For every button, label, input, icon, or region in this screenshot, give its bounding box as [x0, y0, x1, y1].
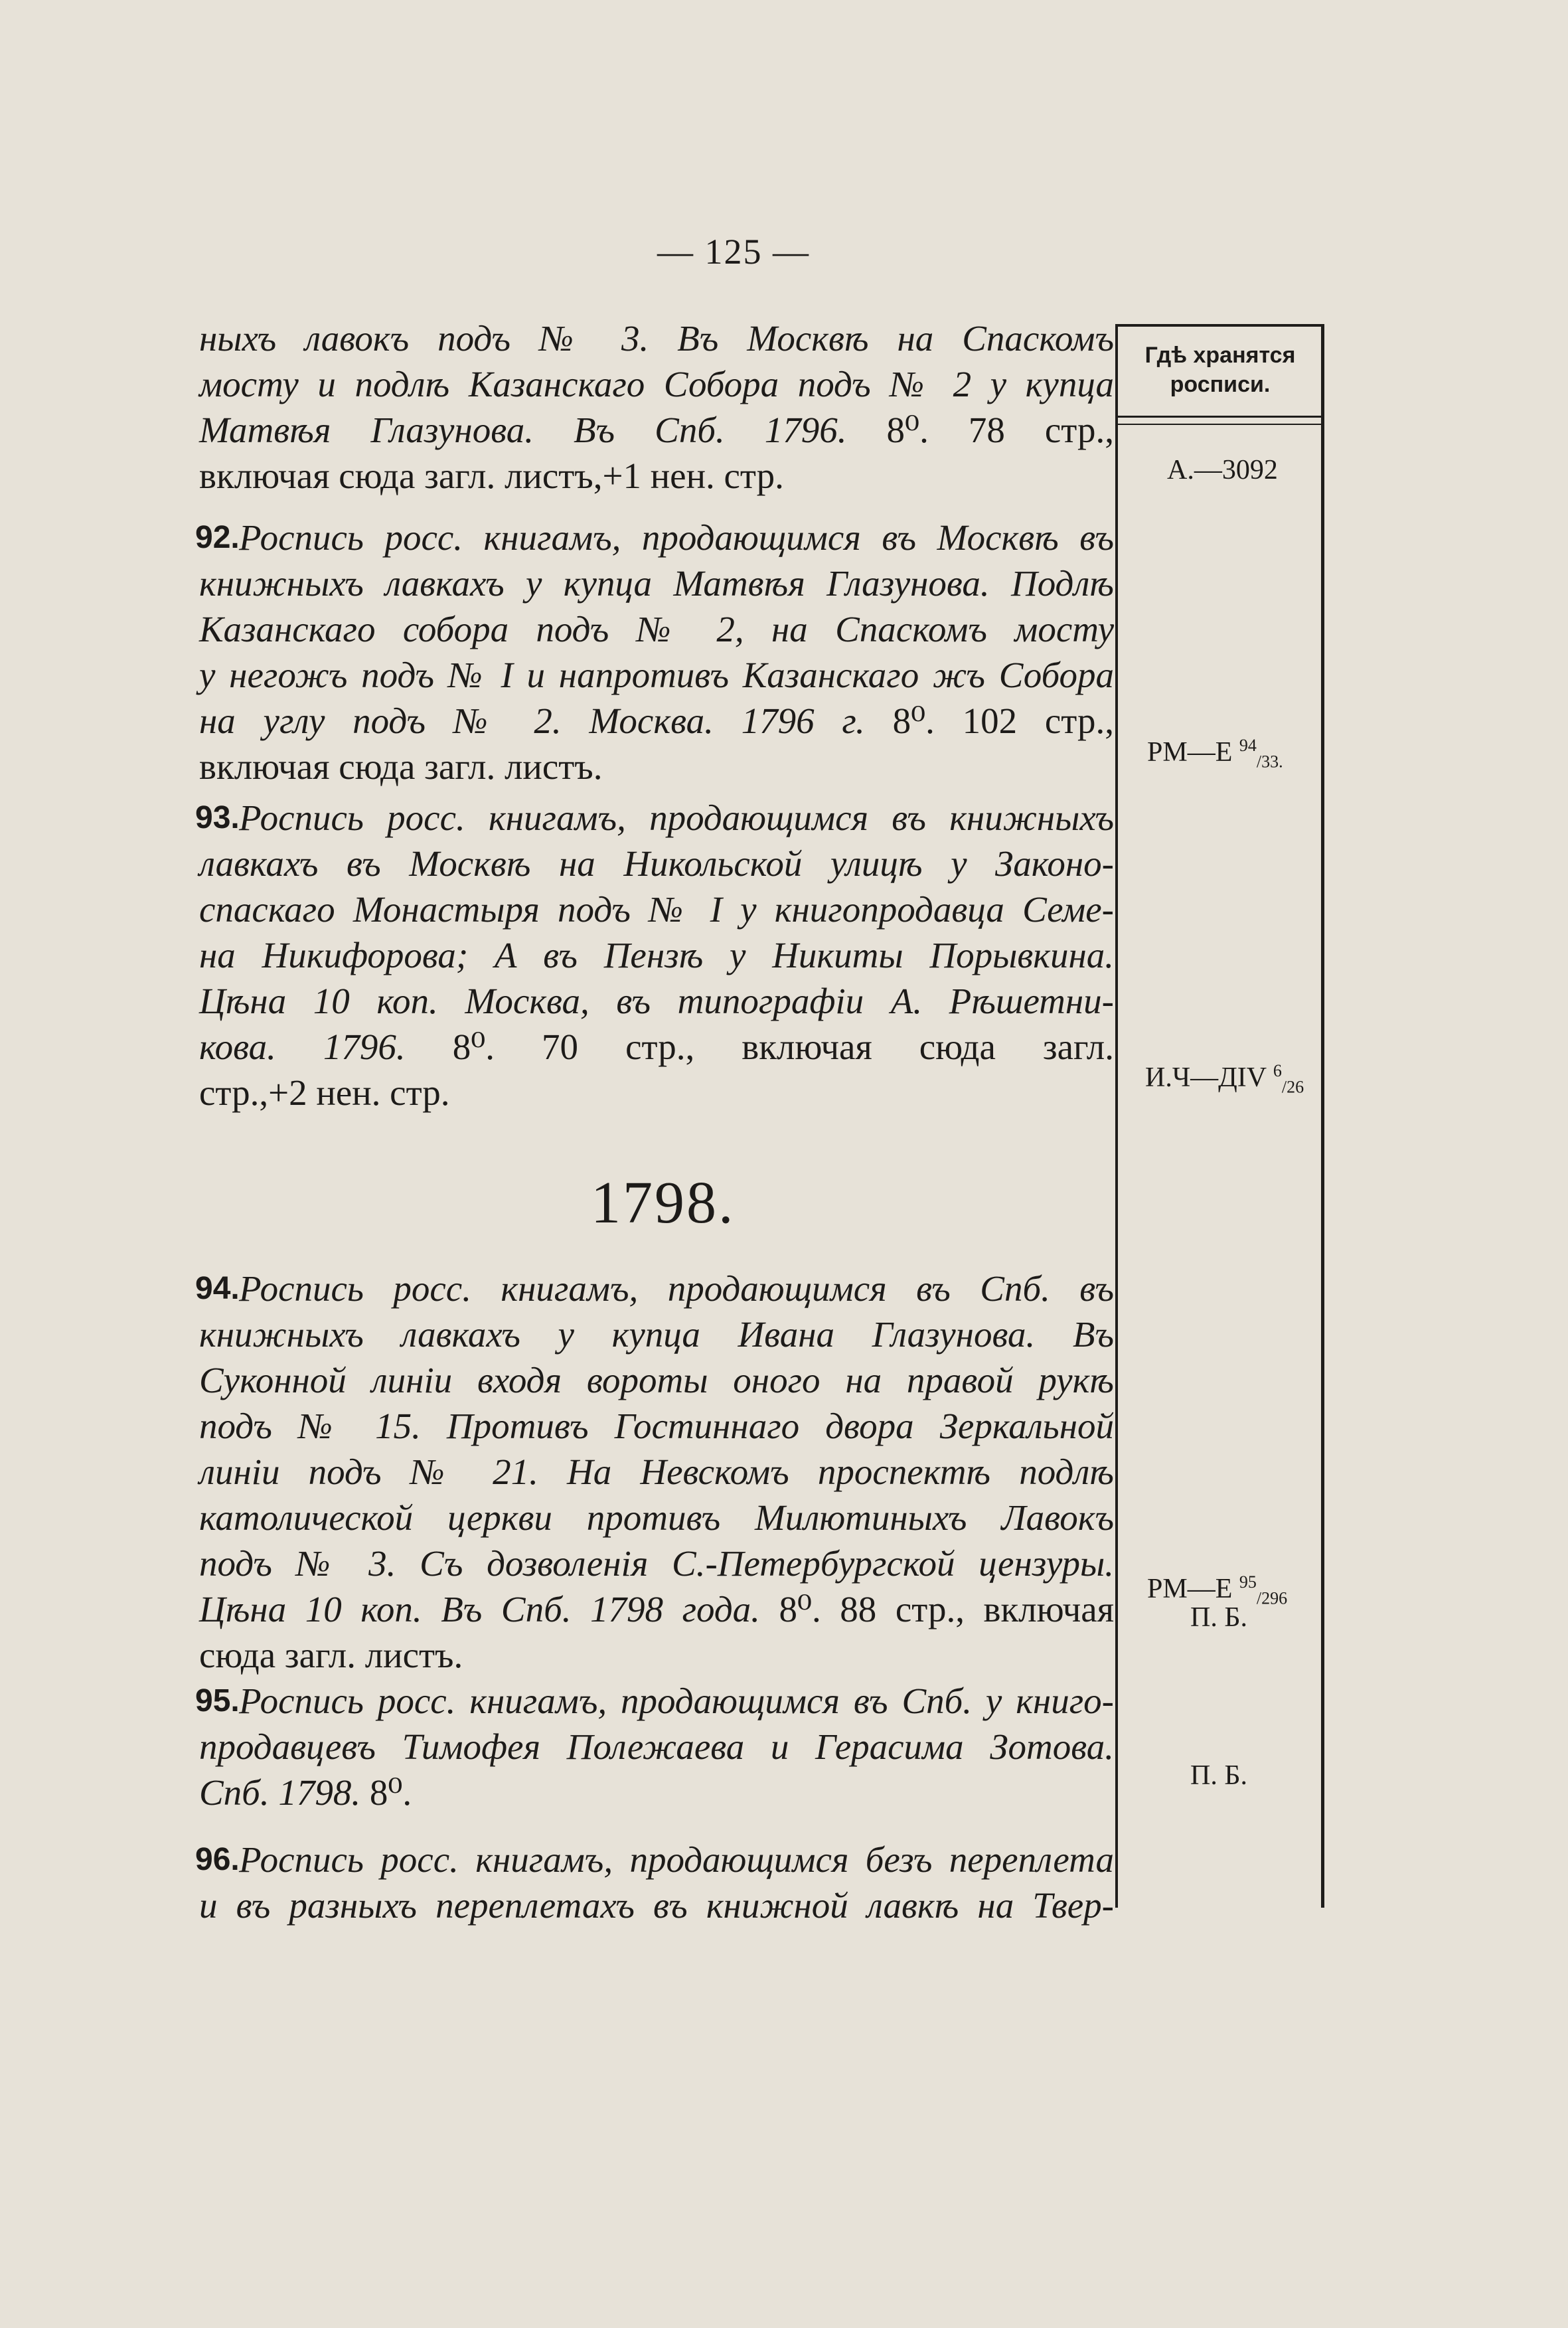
entry-95	[195, 1678, 1114, 1815]
entry-line: Спб. 1798. 8⁰.	[199, 1772, 412, 1813]
entry-line: Суконной линiи входя вороты оного на правой рукѣ	[199, 1360, 1114, 1400]
column-header	[1117, 324, 1323, 417]
column-left-rule	[1115, 324, 1118, 1908]
column-header-line: росписи.	[1170, 372, 1271, 397]
location-mark: А.—3092	[1167, 455, 1278, 485]
entry-93	[195, 795, 1115, 1116]
column-header-rule-2	[1117, 424, 1323, 425]
entry-line: спаскаго Монастыря подъ № I у книгопродавца Семе-	[199, 889, 1114, 930]
entry-line: 93. Роспись росс. книгамъ, продающимся въ книжныхъ	[199, 795, 1114, 841]
entry-line: подъ № 3. Съ дозволенiя С.-Петербургской цензуры.	[199, 1543, 1114, 1584]
entry-number: 95.	[195, 1683, 240, 1718]
page-number: — 125 —	[657, 232, 810, 272]
entry-line: стр.,+2 нен. стр.	[199, 1072, 450, 1113]
entry-line: включая сюда загл. листъ,+1 нен. стр.	[199, 456, 784, 496]
entry-line: мосту и подлѣ Казанскаго Собора подъ № 2 у купца	[199, 364, 1114, 404]
entry-line: католической церкви противъ Милютиныхъ Лавокъ	[199, 1497, 1114, 1538]
entry-line: и въ разныхъ переплетахъ въ книжной лавкѣ на Твер-	[199, 1885, 1114, 1926]
entry-92	[195, 515, 1115, 790]
entry-96	[195, 1837, 1114, 1928]
entry-continuation	[199, 315, 1114, 499]
location-mark: П. Б.	[1190, 1602, 1247, 1633]
location-mark: И.Ч—ДIV $^6_{/26}$	[1145, 1061, 1304, 1097]
entry-number: 96.	[195, 1842, 240, 1877]
entry-line: ныхъ лавокъ подъ № 3. Въ Москвѣ на Спаскомъ	[199, 318, 1114, 359]
entry-line: на углу подъ № 2. Москва. 1796 г. 8⁰. 102 стр.,	[199, 701, 1115, 741]
entry-line: 94. Роспись росс. книгамъ, продающимся въ Спб. въ	[199, 1266, 1114, 1311]
entry-tail: 8⁰. 78 стр.,	[886, 410, 1114, 450]
entry-line: Цѣна 10 коп. Въ Спб. 1798 года. 8⁰. 88 стр., включая	[199, 1589, 1114, 1629]
location-mark: РМ—Е $^{95}_{/296}$	[1147, 1572, 1288, 1608]
entry-line: Цѣна 10 коп. Москва, въ типографiи А. Рѣшетни-	[199, 981, 1114, 1021]
entry-line: 92. Роспись росс. книгамъ, продающимся въ Москвѣ въ	[199, 515, 1114, 560]
entry-number: 93.	[195, 800, 240, 835]
entry-line: сюда загл. листъ.	[199, 1635, 463, 1675]
location-mark: П. Б.	[1190, 1760, 1247, 1791]
entry-line: у негожъ подъ № I и напротивъ Казанскаго жъ Собора	[199, 655, 1114, 695]
entry-line: продавцевъ Тимофея Полежаева и Герасима Зотова.	[199, 1726, 1114, 1767]
location-mark: РМ—Е $^{94}_{/33.}$	[1147, 736, 1283, 772]
entry-line: Казанскаго собора подъ № 2, на Спаскомъ мосту	[199, 609, 1114, 649]
year-heading: 1798.	[591, 1170, 736, 1236]
entry-line: кова. 1796. 8⁰. 70 стр., включая сюда загл.	[199, 1027, 1115, 1067]
entry-line: 95. Роспись росс. книгамъ, продающимся въ Спб. у книго-	[199, 1678, 1114, 1724]
entry-94	[195, 1266, 1114, 1678]
entry-line: линiи подъ № 21. На Невскомъ проспектѣ подлѣ	[199, 1452, 1114, 1492]
entry-line: подъ № 15. Противъ Гостиннаго двора Зеркальной	[199, 1406, 1114, 1446]
entry-line: книжныхъ лавкахъ у купца Ивана Глазунова. Въ	[199, 1314, 1114, 1355]
entry-line: лавкахъ въ Москвѣ на Никольской улицѣ у Законо-	[199, 843, 1114, 884]
entry-line: 96. Роспись росс. книгамъ, продающимся безъ переплета	[199, 1837, 1114, 1882]
entry-line: книжныхъ лавкахъ у купца Матвѣя Глазунова. Подлѣ	[199, 563, 1114, 604]
entry-line: на Никифорова; А въ Пензѣ у Никиты Порывкина.	[199, 935, 1114, 975]
entry-line: Матвѣя Глазунова. Въ Спб. 1796. 8⁰. 78 стр.,	[199, 410, 1114, 450]
entry-number: 94.	[195, 1271, 240, 1306]
entry-line: включая сюда загл. листъ.	[199, 746, 603, 787]
column-header-line: Гдѣ хранятся	[1144, 343, 1296, 368]
column-right-rule	[1321, 324, 1324, 1908]
entry-number: 92.	[195, 520, 240, 555]
